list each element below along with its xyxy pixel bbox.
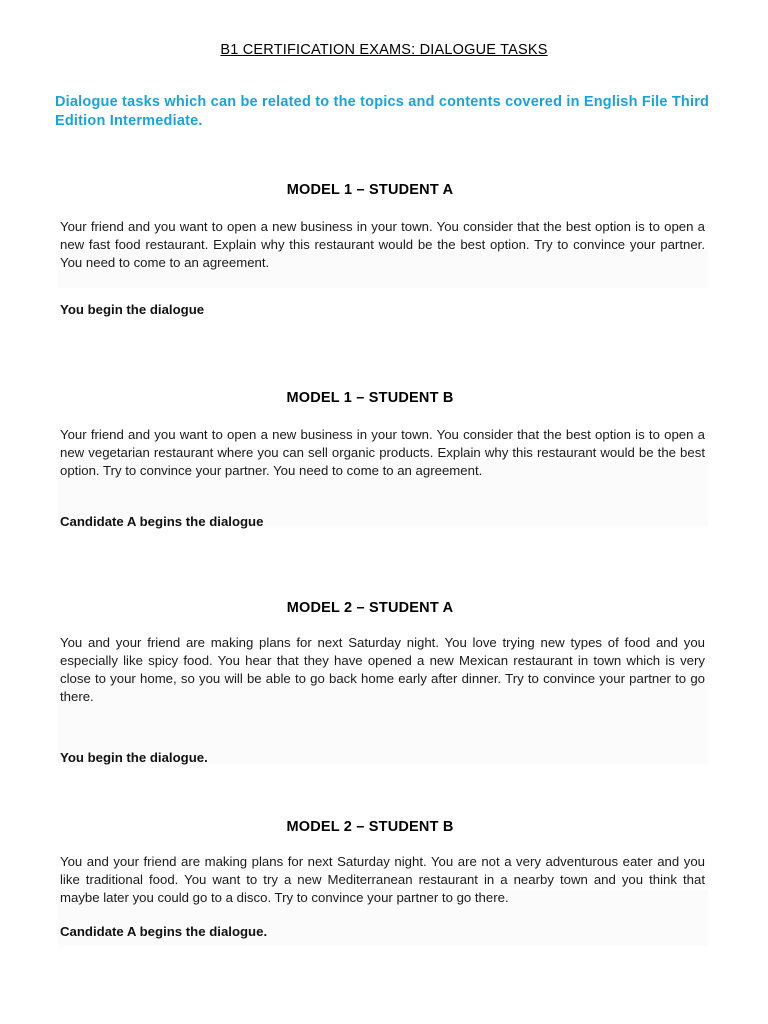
dialogue-instruction: Candidate A begins the dialogue. [60,924,268,939]
dialogue-instruction: You begin the dialogue. [60,750,208,765]
task-text: Your friend and you want to open a new business in your town. You consider that the best option is to open a new fast food restaurant. Explain why this restaurant would be the best option. Try to convince your partner. You need to come to an agreement. [60,219,705,270]
section-heading: MODEL 1 – STUDENT B [286,390,454,406]
task-text: You and your friend are making plans for next Saturday night. You are not a very adventurous eater and you like traditional food. You want to try a new Mediterranean restaurant in a nearby town and you think that maybe later you could go to a disco. Try to convince your partner to go there. [60,854,705,905]
section-heading: MODEL 2 – STUDENT A [286,600,454,616]
section-heading: MODEL 1 – STUDENT A [286,182,454,198]
section-heading: MODEL 2 – STUDENT B [286,819,454,835]
intro-text: Dialogue tasks which can be related to the topics and contents covered in English File Third Edition Intermediate. [55,94,710,129]
dialogue-instruction: You begin the dialogue [60,302,205,317]
task-text: Your friend and you want to open a new business in your town. You consider that the best option is to open a new vegetarian restaurant where you can sell organic products. Explain why this restaurant would be the best option. Try to convince your partner. You need to come to an agreement. [60,427,705,478]
document-title: B1 CERTIFICATION EXAMS: DIALOGUE TASKS [220,42,548,58]
task-text: You and your friend are making plans for next Saturday night. You love trying new types of food and you especially like spicy food. You hear that they have opened a new Mexican restaurant in town which is very close to your home, so you will be able to go back home early after dinner. Try to convince your partner to go there. [60,635,705,704]
dialogue-instruction: Candidate A begins the dialogue [60,514,264,529]
